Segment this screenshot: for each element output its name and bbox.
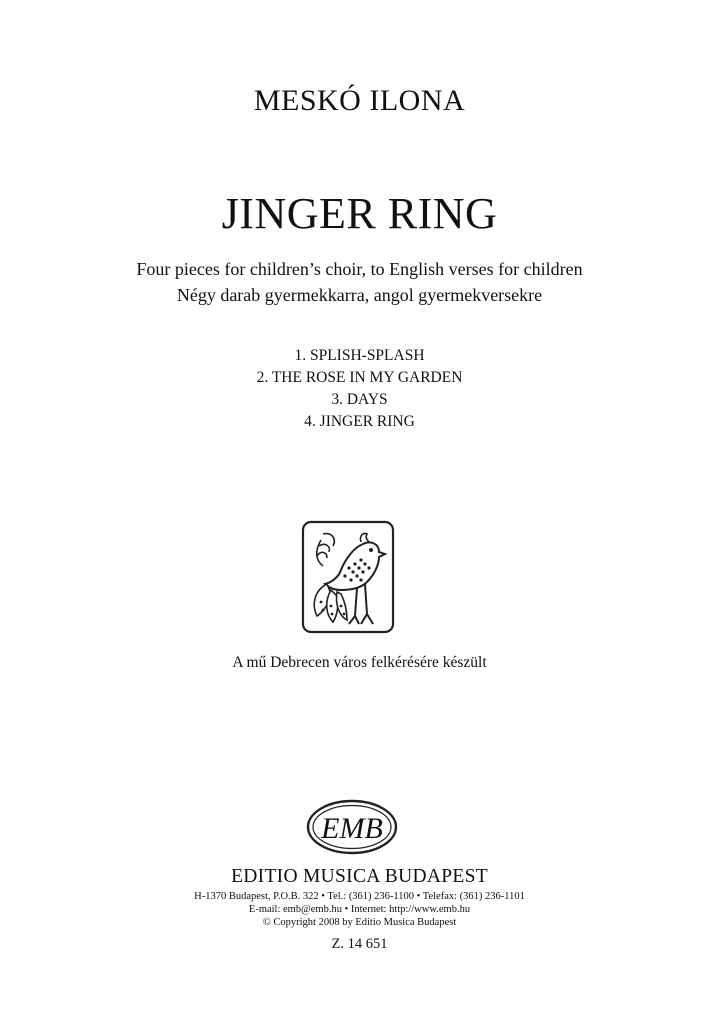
copyright-notice: © Copyright 2008 by Editio Musica Budapest <box>262 917 457 928</box>
publisher-address: H-1370 Budapest, P.O.B. 322 • Tel.: (361) 236-1100 • Telefax: (361) 236-1101 <box>194 891 525 902</box>
publisher-contact: E-mail: emb@emb.hu • Internet: http://www.emb.hu <box>248 904 471 915</box>
catalog-number: Z. 14 651 <box>331 936 388 952</box>
logo-text: EMB <box>321 812 383 845</box>
piece-item: 1. SPLISH-SPLASH <box>294 347 425 364</box>
piece-item: 3. DAYS <box>331 391 388 408</box>
piece-item: 2. THE ROSE IN MY GARDEN <box>256 369 463 386</box>
work-title: JINGER RING <box>221 189 498 238</box>
subtitle-hungarian: Négy darab gyermekkarra, angol gyermekversekre <box>176 285 543 305</box>
piece-item: 4. JINGER RING <box>304 413 415 430</box>
publisher-name: EDITIO MUSICA BUDAPEST <box>231 866 488 887</box>
subtitle-english: Four pieces for children’s choir, to English verses for children <box>136 259 583 279</box>
pieces-list <box>0 345 719 433</box>
emb-logo-icon <box>306 799 398 855</box>
bird-emblem-icon <box>301 520 395 634</box>
composer-name: MESKÓ ILONA <box>253 84 466 117</box>
commission-note: A mű Debrecen város felkérésére készült <box>232 654 487 671</box>
